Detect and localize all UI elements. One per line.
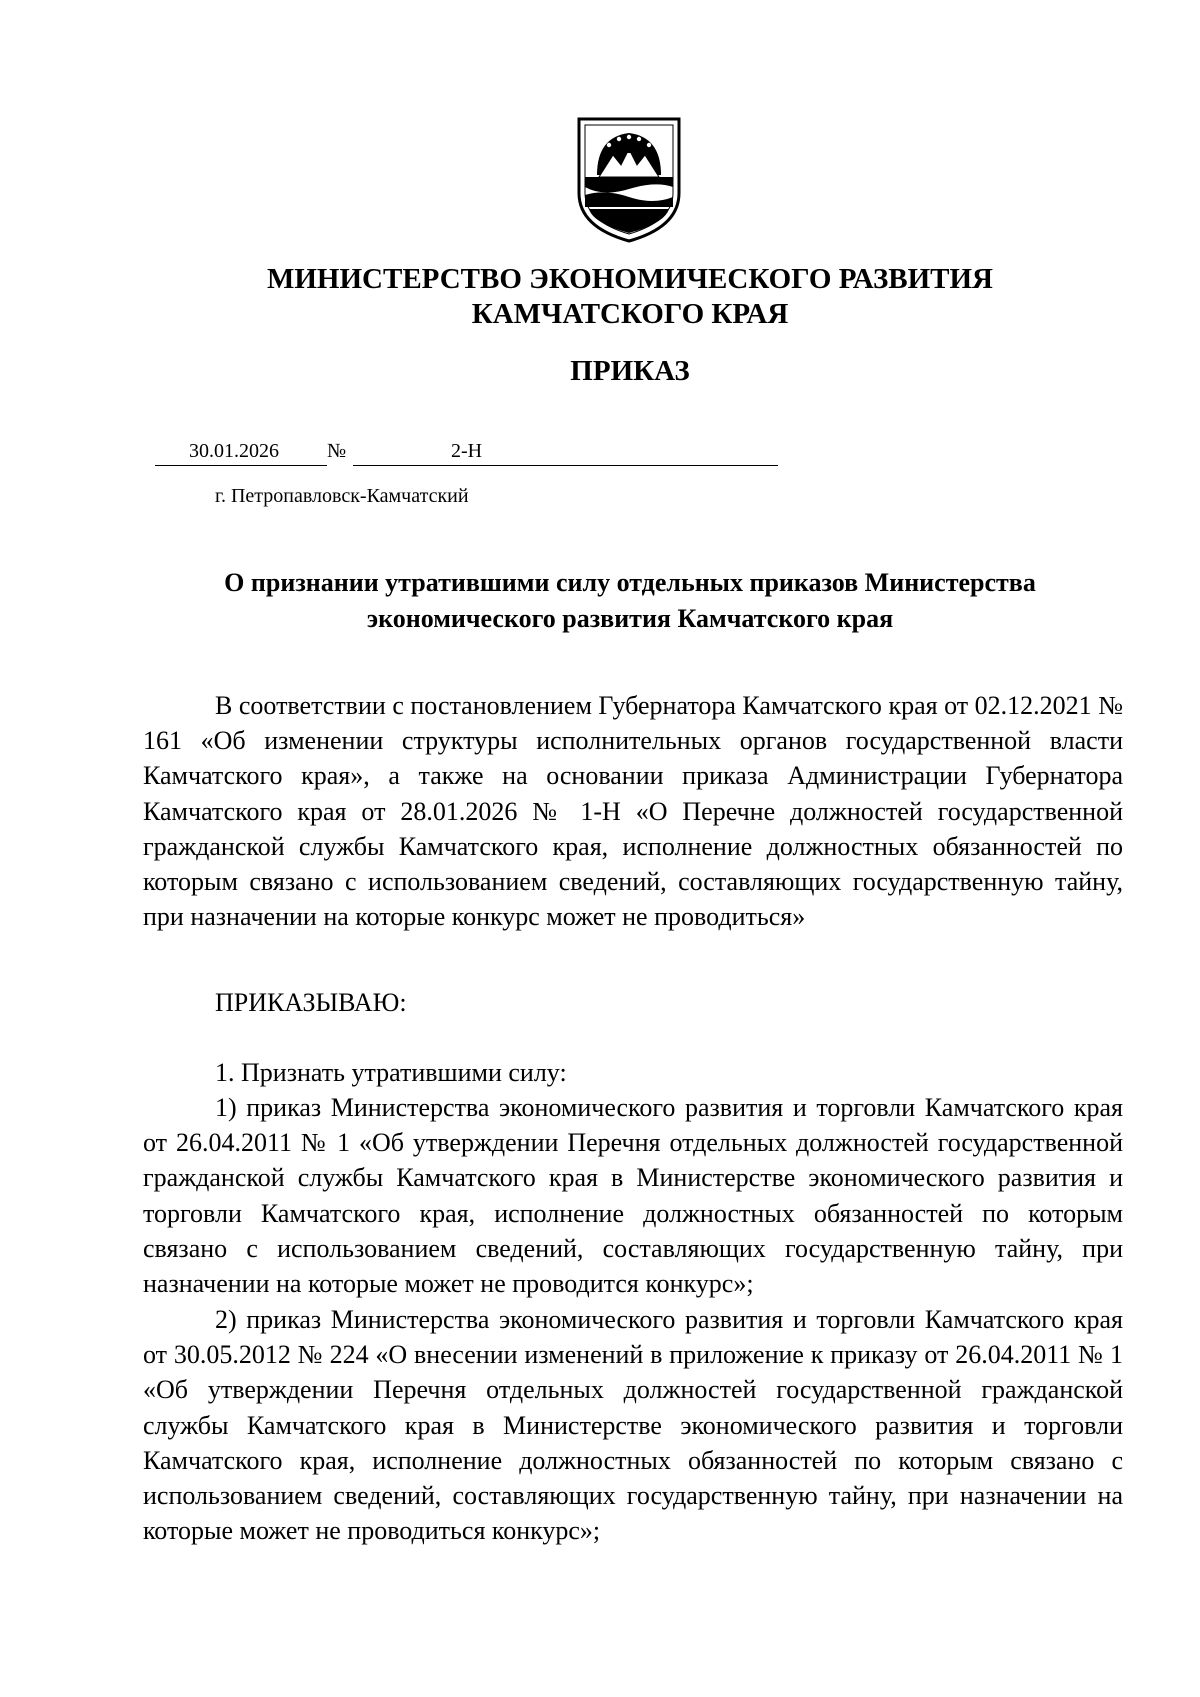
organization-title [0, 262, 1200, 332]
order-word: ПРИКАЗЫВАЮ: [215, 988, 407, 1017]
document-type: ПРИКАЗ [570, 355, 690, 387]
coat-of-arms-icon [575, 115, 683, 245]
preamble-paragraph: В соответствии с постановлением Губернатора Камчатского края от 02.12.2021 № 161 «Об изменении структуры исполнительных органов государственной власти Камчатского края», а также на основании приказа Администрации Губернатора Камчатского края от 28.01.2026 № 1-Н «О Перечне должностей государственной гражданской службы Камчатского края, исполнение должностных обязанностей по которым связано с использованием сведений, составляющих государственную тайну, при назначении на которые конкурс может не проводиться» [143, 691, 1123, 932]
city-name: г. Петропавловск-Камчатский [215, 485, 469, 507]
document-subject-line1: О признании утратившими силу отдельных приказов Министерства [224, 568, 1036, 597]
document-subject-line2: экономического развития Камчатского края [366, 604, 894, 633]
order-subitem-2: 2) приказ Министерства экономического развития и торговли Камчатского края от 30.05.2012 № 224 «О внесении изменений в приложение к приказу от 26.04.2011 № 1 «Об утверждении Перечня отдельных должностей государственной гражданской службы Камчатского края в Министерстве экономического развития и торговли Камчатского края, исполнение должностных обязанностей по которым связано с использованием сведений, составляющих государственную тайну, при назначении на которые может не проводиться конкурс»; [143, 1305, 1123, 1546]
date-underline [155, 465, 327, 466]
organization-title-line1: МИНИСТЕРСТВО ЭКОНОМИЧЕСКОГО РАЗВИТИЯ [267, 263, 993, 295]
document-number: 2-Н [451, 440, 483, 462]
document-subject [0, 565, 1200, 637]
order-subitem-1: 1) приказ Министерства экономического развития и торговли Камчатского края от 26.04.2011 № 1 «Об утверждении Перечня отдельных должностей государственной гражданской службы Камчатского края в Министерстве экономического развития и торговли Камчатского края, исполнение должностных обязанностей по которым связано с использованием сведений, составляющих государственную тайну, при назначении на которые может не проводится конкурс»; [143, 1093, 1123, 1299]
number-sign: № [327, 440, 347, 462]
order-item-1: 1. Признать утратившими силу: [215, 1058, 567, 1087]
document-date: 30.01.2026 [189, 440, 279, 462]
organization-title-line2: КАМЧАТСКОГО КРАЯ [471, 298, 789, 330]
number-underline [353, 465, 778, 466]
